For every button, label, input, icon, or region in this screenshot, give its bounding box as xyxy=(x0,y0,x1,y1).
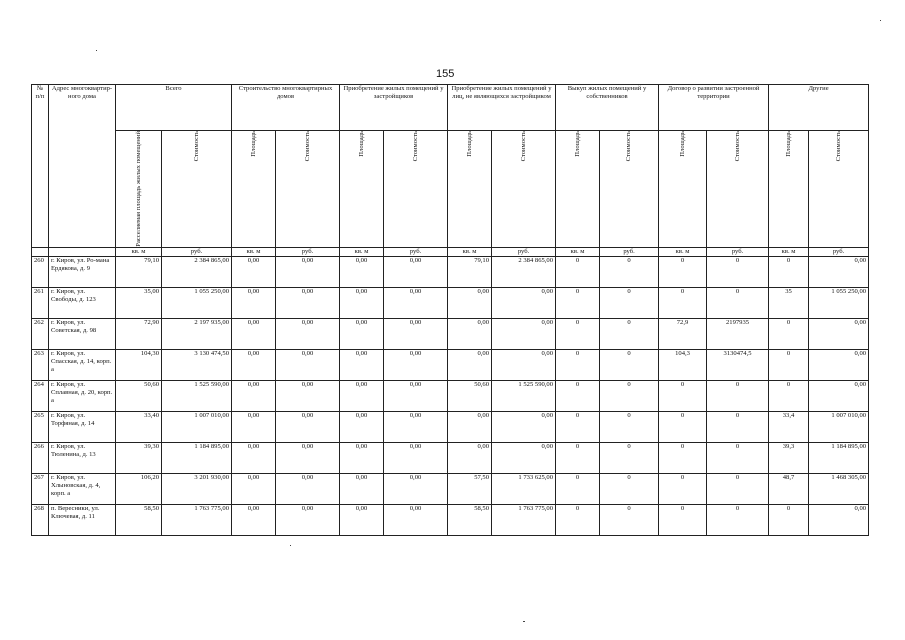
row-cell: 0,00 xyxy=(340,504,384,535)
row-cell: 0,00 xyxy=(232,442,276,473)
row-cell: 0,00 xyxy=(276,411,340,442)
row-cell: 0,00 xyxy=(384,380,448,411)
row-cell: 0 xyxy=(556,256,600,287)
row-cell: 0,00 xyxy=(340,287,384,318)
table-body xyxy=(32,256,869,535)
row-cell: 0 xyxy=(556,504,600,535)
row-cell: 0,00 xyxy=(384,504,448,535)
row-number: 261 xyxy=(32,287,49,318)
row-cell: 0,00 xyxy=(448,318,492,349)
row-cell: 39,30 xyxy=(116,442,162,473)
subheader-cost: Стоимость xyxy=(707,131,769,248)
row-cell: 1 763 775,00 xyxy=(492,504,556,535)
resettlement-table xyxy=(31,84,869,536)
row-cell: 50,60 xyxy=(116,380,162,411)
row-cell: 0,00 xyxy=(384,318,448,349)
row-cell: 0 xyxy=(600,318,659,349)
row-cell: 0,00 xyxy=(276,349,340,380)
row-cell: 0 xyxy=(600,504,659,535)
header-num: № п/п xyxy=(32,85,49,248)
row-cell: 0,00 xyxy=(276,318,340,349)
row-cell: 79,10 xyxy=(116,256,162,287)
header-purchase-non-developers: Приобретение жилых помещений у лиц, не являющихся застройщиком xyxy=(448,85,556,131)
subheader-cost: Стоимость xyxy=(492,131,556,248)
row-cell: 33,4 xyxy=(769,411,809,442)
subheader-cost: Стоимость xyxy=(809,131,869,248)
row-cell: 0,00 xyxy=(384,256,448,287)
row-cell: 0,00 xyxy=(492,411,556,442)
row-address: г. Киров, ул. Сплавная, д. 20, корп. а xyxy=(49,380,116,411)
unit-rub: руб. xyxy=(492,247,556,256)
unit-rub: руб. xyxy=(384,247,448,256)
header-agreement: Договор о развитии застроенной территории xyxy=(659,85,769,131)
row-cell: 3 130 474,50 xyxy=(162,349,232,380)
row-cell: 57,50 xyxy=(448,473,492,504)
row-cell: 0,00 xyxy=(276,504,340,535)
row-cell: 0,00 xyxy=(448,442,492,473)
unit-sqm: кв. м xyxy=(448,247,492,256)
row-cell: 0 xyxy=(707,504,769,535)
subheader-area: Площадь xyxy=(659,131,707,248)
row-cell: 0,00 xyxy=(340,380,384,411)
row-address: г. Киров, ул. Торфяная, д. 14 xyxy=(49,411,116,442)
row-cell: 0,00 xyxy=(384,287,448,318)
row-cell: 0 xyxy=(707,411,769,442)
row-number: 263 xyxy=(32,349,49,380)
row-number: 267 xyxy=(32,473,49,504)
row-cell: 1 763 775,00 xyxy=(162,504,232,535)
row-cell: 1 007 010,00 xyxy=(809,411,869,442)
units-row xyxy=(32,247,869,256)
scan-speck xyxy=(655,318,656,319)
subheader-area: Площадь xyxy=(232,131,276,248)
row-cell: 0 xyxy=(600,411,659,442)
row-cell: 0,00 xyxy=(809,349,869,380)
row-cell: 2 197 935,00 xyxy=(162,318,232,349)
subheader-cost: Стоимость xyxy=(162,131,232,248)
row-number: 262 xyxy=(32,318,49,349)
row-cell: 0,00 xyxy=(340,473,384,504)
row-cell: 0,00 xyxy=(276,442,340,473)
row-cell: 0,00 xyxy=(276,380,340,411)
unit-rub: руб. xyxy=(162,247,232,256)
table-row xyxy=(32,473,869,504)
table-row xyxy=(32,318,869,349)
units-empty xyxy=(32,247,49,256)
row-cell: 0,00 xyxy=(340,349,384,380)
row-address: г. Киров, ул. Советская, д. 98 xyxy=(49,318,116,349)
row-cell: 0 xyxy=(659,380,707,411)
row-cell: 0,00 xyxy=(384,349,448,380)
table-row xyxy=(32,504,869,535)
table-row xyxy=(32,287,869,318)
row-cell: 0 xyxy=(769,256,809,287)
row-cell: 2 384 865,00 xyxy=(492,256,556,287)
row-cell: 33,40 xyxy=(116,411,162,442)
row-cell: 0 xyxy=(556,380,600,411)
row-address: г. Киров, ул. Спасская, д. 14, корп. а xyxy=(49,349,116,380)
row-cell: 0,00 xyxy=(492,442,556,473)
row-cell: 0 xyxy=(769,380,809,411)
row-cell: 0,00 xyxy=(809,256,869,287)
row-cell: 0 xyxy=(707,442,769,473)
subheader-area: Площадь xyxy=(769,131,809,248)
row-cell: 0,00 xyxy=(809,318,869,349)
row-cell: 0 xyxy=(600,256,659,287)
row-number: 266 xyxy=(32,442,49,473)
row-cell: 0,00 xyxy=(276,287,340,318)
row-cell: 0 xyxy=(600,473,659,504)
row-cell: 0,00 xyxy=(384,442,448,473)
row-address: г. Киров, ул. Хлыновская, д. 4, корп. а xyxy=(49,473,116,504)
row-address: п. Вересники, ул. Ключевая, д. 11 xyxy=(49,504,116,535)
table-row xyxy=(32,349,869,380)
row-cell: 1 184 895,00 xyxy=(162,442,232,473)
table-row xyxy=(32,442,869,473)
row-cell: 0 xyxy=(556,442,600,473)
table-row xyxy=(32,380,869,411)
row-cell: 0 xyxy=(659,256,707,287)
row-cell: 72,90 xyxy=(116,318,162,349)
unit-rub: руб. xyxy=(809,247,869,256)
row-cell: 0 xyxy=(659,287,707,318)
row-cell: 0 xyxy=(769,318,809,349)
row-cell: 79,10 xyxy=(448,256,492,287)
unit-sqm: кв. м xyxy=(556,247,600,256)
scan-speck xyxy=(290,545,291,546)
header-construction: Строительство многоквартирных домов xyxy=(232,85,340,131)
row-cell: 0 xyxy=(600,442,659,473)
subheader-area: Площадь xyxy=(448,131,492,248)
scan-speck xyxy=(96,50,97,51)
row-cell: 0,00 xyxy=(340,411,384,442)
row-number: 264 xyxy=(32,380,49,411)
unit-sqm: кв. м xyxy=(769,247,809,256)
scan-speck xyxy=(523,621,525,622)
unit-sqm: кв. м xyxy=(340,247,384,256)
row-cell: 0,00 xyxy=(384,411,448,442)
row-cell: 0,00 xyxy=(492,318,556,349)
row-cell: 0,00 xyxy=(340,442,384,473)
row-cell: 0,00 xyxy=(809,380,869,411)
row-cell: 0 xyxy=(659,411,707,442)
row-cell: 58,50 xyxy=(448,504,492,535)
row-cell: 58,50 xyxy=(116,504,162,535)
row-cell: 0 xyxy=(707,256,769,287)
row-cell: 0 xyxy=(707,287,769,318)
subheader-cost: Стоимость xyxy=(384,131,448,248)
row-cell: 39,3 xyxy=(769,442,809,473)
row-cell: 0 xyxy=(556,318,600,349)
row-cell: 0,00 xyxy=(340,318,384,349)
row-cell: 0 xyxy=(556,411,600,442)
page-number: 155 xyxy=(436,68,455,80)
row-cell: 1 733 625,00 xyxy=(492,473,556,504)
row-cell: 0 xyxy=(769,504,809,535)
row-cell: 0,00 xyxy=(384,473,448,504)
row-cell: 1 184 895,00 xyxy=(809,442,869,473)
row-cell: 0,00 xyxy=(232,411,276,442)
subheader-area: Площадь xyxy=(556,131,600,248)
table-group-header-row xyxy=(32,85,869,131)
row-cell: 0 xyxy=(707,473,769,504)
row-cell: 0,00 xyxy=(232,256,276,287)
table-row xyxy=(32,256,869,287)
row-cell: 0 xyxy=(707,380,769,411)
unit-sqm: кв. м xyxy=(659,247,707,256)
unit-rub: руб. xyxy=(600,247,659,256)
row-number: 260 xyxy=(32,256,49,287)
unit-rub: руб. xyxy=(707,247,769,256)
header-purchase-developers: Приобретение жилых помещений у застройщиков xyxy=(340,85,448,131)
row-cell: 1 007 010,00 xyxy=(162,411,232,442)
row-cell: 2197935 xyxy=(707,318,769,349)
row-number: 265 xyxy=(32,411,49,442)
header-address: Адрес многоквартир-ного дома xyxy=(49,85,116,248)
row-address: г. Киров, ул. Тюленина, д. 13 xyxy=(49,442,116,473)
row-cell: 104,30 xyxy=(116,349,162,380)
unit-sqm: кв. м xyxy=(232,247,276,256)
row-cell: 72,9 xyxy=(659,318,707,349)
subheader-resettled-area: Расселяемая площадь жилых помещений xyxy=(116,131,162,248)
row-cell: 0,00 xyxy=(448,411,492,442)
row-cell: 48,7 xyxy=(769,473,809,504)
header-total: Всего xyxy=(116,85,232,131)
header-other: Другие xyxy=(769,85,869,131)
row-cell: 106,20 xyxy=(116,473,162,504)
subheader-area: Площадь xyxy=(340,131,384,248)
row-address: г. Киров, ул. Ро-мана Ердякова, д. 9 xyxy=(49,256,116,287)
row-cell: 0 xyxy=(556,287,600,318)
row-cell: 0,00 xyxy=(232,473,276,504)
unit-sqm: кв. м xyxy=(116,247,162,256)
row-cell: 0,00 xyxy=(276,473,340,504)
row-cell: 1 055 250,00 xyxy=(809,287,869,318)
row-cell: 1 525 590,00 xyxy=(162,380,232,411)
row-cell: 1 468 305,00 xyxy=(809,473,869,504)
row-address: г. Киров, ул. Свободы, д. 123 xyxy=(49,287,116,318)
header-buyout: Выкуп жилых помещений у собственников xyxy=(556,85,659,131)
row-cell: 0,00 xyxy=(809,504,869,535)
row-cell: 1 055 250,00 xyxy=(162,287,232,318)
table-row xyxy=(32,411,869,442)
row-cell: 0,00 xyxy=(232,287,276,318)
row-cell: 2 384 865,00 xyxy=(162,256,232,287)
row-cell: 35 xyxy=(769,287,809,318)
table-subheader-row xyxy=(32,131,869,248)
row-cell: 0,00 xyxy=(232,504,276,535)
row-cell: 0 xyxy=(556,473,600,504)
units-empty xyxy=(49,247,116,256)
row-cell: 0,00 xyxy=(448,349,492,380)
row-cell: 0,00 xyxy=(492,349,556,380)
row-cell: 0,00 xyxy=(492,287,556,318)
row-cell: 1 525 590,00 xyxy=(492,380,556,411)
row-cell: 0 xyxy=(769,349,809,380)
row-cell: 3130474,5 xyxy=(707,349,769,380)
subheader-cost: Стоимость xyxy=(276,131,340,248)
subheader-cost: Стоимость xyxy=(600,131,659,248)
row-cell: 0 xyxy=(600,349,659,380)
row-cell: 0 xyxy=(600,380,659,411)
row-cell: 104,3 xyxy=(659,349,707,380)
row-cell: 0,00 xyxy=(232,380,276,411)
row-cell: 0 xyxy=(556,349,600,380)
scan-speck xyxy=(880,20,881,21)
row-cell: 0,00 xyxy=(448,287,492,318)
row-cell: 0,00 xyxy=(340,256,384,287)
row-cell: 0 xyxy=(659,473,707,504)
row-cell: 0,00 xyxy=(232,318,276,349)
row-cell: 3 201 930,00 xyxy=(162,473,232,504)
row-cell: 35,00 xyxy=(116,287,162,318)
unit-rub: руб. xyxy=(276,247,340,256)
row-cell: 0 xyxy=(659,442,707,473)
row-cell: 0 xyxy=(659,504,707,535)
row-number: 268 xyxy=(32,504,49,535)
row-cell: 0 xyxy=(600,287,659,318)
row-cell: 50,60 xyxy=(448,380,492,411)
row-cell: 0,00 xyxy=(232,349,276,380)
row-cell: 0,00 xyxy=(276,256,340,287)
